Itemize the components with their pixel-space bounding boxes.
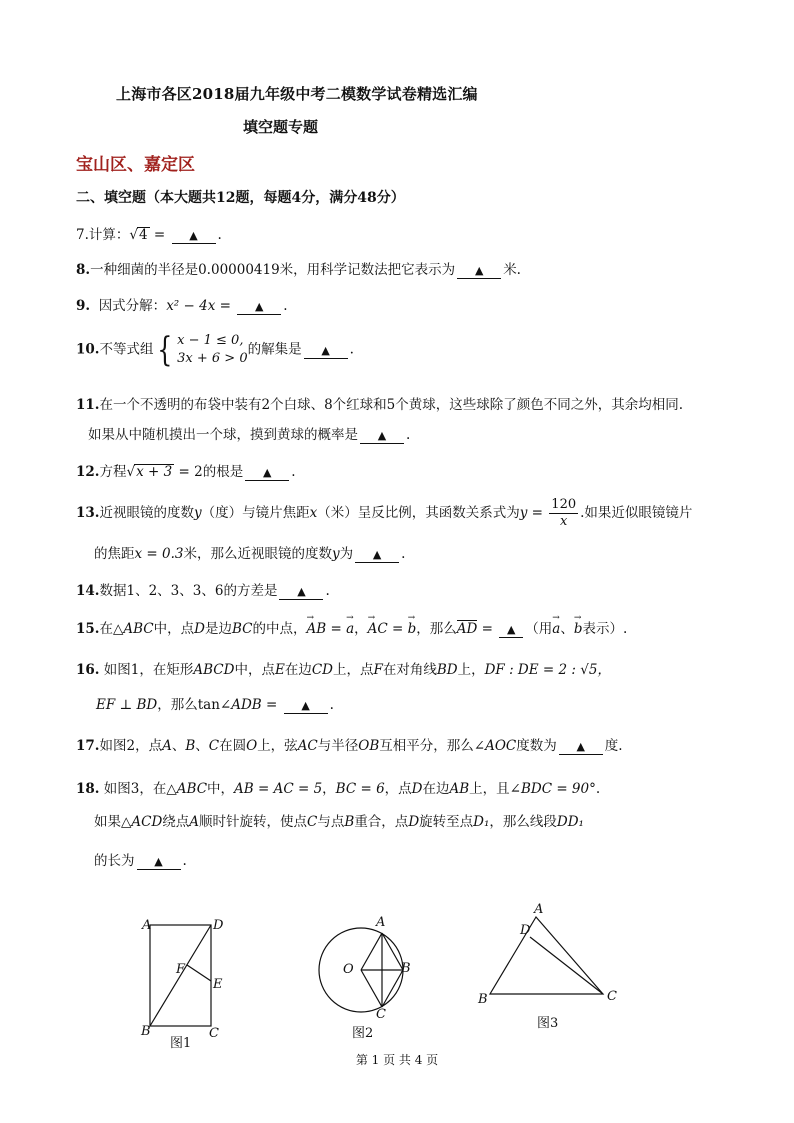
question-11-line-2: 如果从中随机摸出一个球，摸到黄球的概率是 ▲ . xyxy=(88,427,411,443)
figure-1-label-a: A xyxy=(142,918,152,933)
figure-3-label-a: A xyxy=(534,902,544,917)
figure-2-label-b: B xyxy=(401,961,411,976)
figure-3-triangle xyxy=(478,905,618,1005)
district-heading: 宝山区、嘉定区 xyxy=(76,155,195,175)
question-18-line-3: 的长为 ▲ . xyxy=(94,853,187,869)
question-18: 18. 如图3，在△ABC中，AB = AC = 5，BC = 6，点D在边AB上，且∠BDC = 90°. xyxy=(76,781,601,797)
answer-blank: ▲ xyxy=(172,229,216,244)
figure-1-label-e: E xyxy=(213,977,223,992)
figure-3-label-d: D xyxy=(520,923,531,938)
document-title: 上海市各区2018届九年级中考二模数学试卷精选汇编 xyxy=(116,85,478,103)
figure-2-label-c: C xyxy=(376,1007,386,1022)
answer-blank: ▲ xyxy=(360,429,404,444)
answer-blank: ▲ xyxy=(137,855,181,870)
question-11: 11.在一个不透明的布袋中装有2个白球、8个红球和5个黄球，这些球除了颜色不同之外，其余均相同. xyxy=(76,397,684,413)
question-9: 9. 因式分解：x² − 4x = ▲ . xyxy=(76,298,288,314)
answer-blank: ▲ xyxy=(559,740,603,755)
answer-blank: ▲ xyxy=(499,623,523,638)
answer-blank: ▲ xyxy=(237,300,281,315)
question-12: 12.方程√x + 3 = 2的根是 ▲ . xyxy=(76,464,296,480)
question-17: 17.如图2，点A、B、C在圆O上，弦AC与半径OB互相平分，那么∠AOC度数为 ▲ 度. xyxy=(76,738,623,754)
question-13: 13.近视眼镜的度数y（度）与镜片焦距x（米）呈反比例，其函数关系式为y = $\frac{120}{x}$ .如果近似眼镜镜片 xyxy=(76,497,693,529)
section-heading: 二、填空题（本大题共12题，每题4分，满分48分） xyxy=(76,190,405,206)
question-13-line-2: 的焦距x = 0.3米，那么近视眼镜的度数y为 ▲ . xyxy=(94,546,406,562)
question-8: 8.一种细菌的半径是0.00000419米，用科学记数法把它表示为 ▲ 米. xyxy=(76,262,521,278)
figure-2-label-o: O xyxy=(343,962,354,977)
figure-1-label-f: F xyxy=(176,962,186,977)
answer-blank: ▲ xyxy=(284,699,328,714)
answer-blank: ▲ xyxy=(304,344,348,359)
document-subtitle: 填空题专题 xyxy=(243,118,319,136)
page-footer: 第 1 页 共 4 页 xyxy=(355,1053,439,1067)
question-16-line-2: EF ⊥ BD，那么tan∠ADB = ▲ . xyxy=(96,697,334,713)
figure-2-label-a: A xyxy=(376,915,386,930)
answer-blank: ▲ xyxy=(245,466,289,481)
answer-blank: ▲ xyxy=(279,585,323,600)
question-15: 15.在△ABC中，点D是边BC的中点，→ AB = → a，→ AC = → b，那么AD = ▲ （用→ a、→ b表示）. xyxy=(76,620,627,638)
answer-blank: ▲ xyxy=(457,264,501,279)
figure-1-label-d: D xyxy=(213,918,224,933)
figure-2-caption: 图2 xyxy=(352,1026,374,1041)
question-7: 7.计算：√4 = ▲ . xyxy=(76,227,222,243)
figure-1-caption: 图1 xyxy=(170,1036,192,1051)
question-18-line-2: 如果△ACD绕点A顺时针旋转，使点C与点B重合，点D旋转至点D₁，那么线段DD₁ xyxy=(94,814,584,830)
question-14: 14.数据1、2、3、3、6的方差是 ▲ . xyxy=(76,583,330,599)
question-10: 10.不等式组{ x − 1 ≤ 0, 3x + 6 > 0 的解集是 ▲ . xyxy=(76,330,354,370)
figure-1-label-b: B xyxy=(141,1024,151,1039)
answer-blank: ▲ xyxy=(355,548,399,563)
figure-1-label-c: C xyxy=(209,1026,219,1041)
question-16: 16. 如图1，在矩形ABCD中，点E在边CD上，点F在对角线BD上，DF : DE = 2 : √5， xyxy=(76,662,611,678)
figure-3-label-b: B xyxy=(478,992,488,1007)
figure-1-rectangle xyxy=(138,915,238,1035)
figure-3-label-c: C xyxy=(607,989,617,1004)
figure-3-caption: 图3 xyxy=(537,1016,559,1031)
